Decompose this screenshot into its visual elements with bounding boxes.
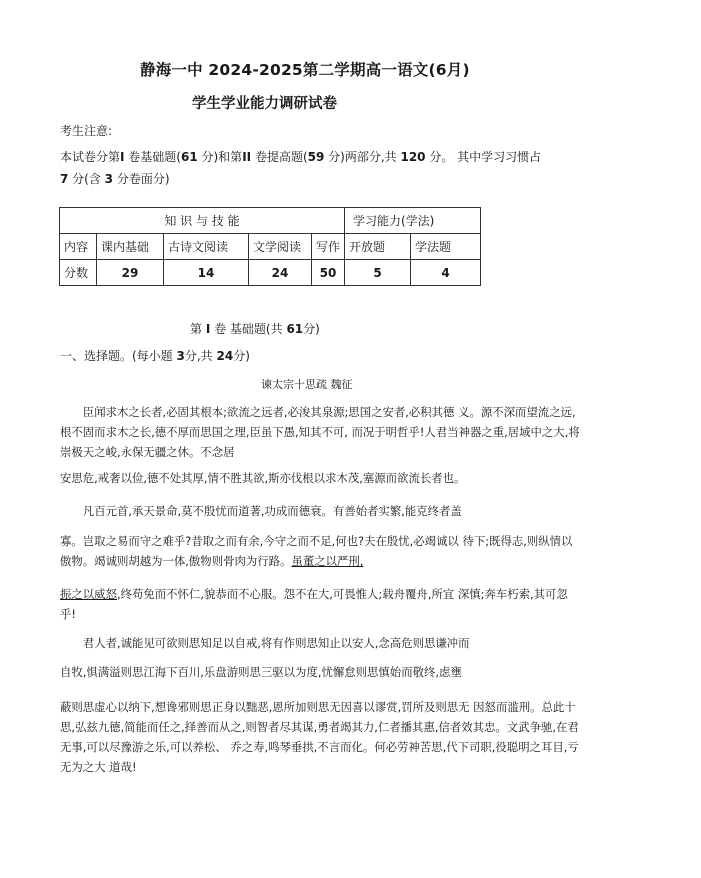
score-cell: 5 [345,260,411,286]
essay-paragraph-2-end: 振之以威怒,终苟免而不怀仁,貌恭而不心服。怨不在大,可畏惟人;载舟覆舟,所宜 深慎;奔车朽索,其可忽乎! [60,587,568,621]
essay-paragraph-3-continued: 自牧,惧满溢则思江海下百川,乐盘游则思三驱以为度,忧懈怠则思慎始而敬终,虑壅 [60,665,462,679]
row-label-score: 分数 [60,260,97,286]
notice-label: 考生注意: [60,124,113,138]
section-title: 第 I 卷 基础题(共 61分) [190,322,320,336]
exam-title: 静海一中 2024-2025第二学期高一语文(6月) [140,61,470,79]
column-header: 文学阅读 [249,234,312,260]
column-header: 古诗文阅读 [164,234,249,260]
group-header-ability: 学习能力(学法) [345,208,481,234]
essay-paragraph-3-end: 蔽则思虚心以纳下,想谗邪则思正身以黜恶,恩所加则思无因喜以谬赏,罚所及则思无 因怒而滥刑。总此十思,弘兹九德,简能而任之,择善而从之,则智者尽其谋,勇者竭其力,仁者播其惠,信者效其忠。文武争驰,在君无事,可以尽豫游之乐,可以养松、 乔之寿,鸣琴垂拱,不言而化。何必劳神苦思,代下司职,役聪明之耳目,亏无为之大 道哉! [60,700,579,774]
essay-paragraph-2: 凡百元首,承天景命,莫不殷忧而道著,功成而德衰。有善始者实繁,能克终者盖 [82,504,462,518]
underlined-sentence: 振之以威怒 [60,587,117,601]
score-cell: 24 [249,260,312,286]
multiple-choice-heading: 一、选择题。(每小题 3分,共 24分) [60,349,250,363]
notice-intro-line1: 本试卷分第I 卷基础题(61 分)和第II 卷提高题(59 分)两部分,共 120 分。 其中学习习惯占 [60,150,542,164]
score-table [59,207,481,286]
essay-paragraph-1-continued: 安思危,戒奢以俭,德不处其厚,情不胜其欲,斯亦伐根以求木茂,塞源而欲流长者也。 [60,471,466,485]
row-label-content: 内容 [60,234,97,260]
score-cell: 4 [411,260,481,286]
score-cell: 14 [164,260,249,286]
exam-subtitle: 学生学业能力调研试卷 [192,96,337,112]
table-row [60,260,481,286]
score-cell: 29 [97,260,164,286]
column-header: 写作 [312,234,345,260]
notice-intro-line2: 7 分(含 3 分卷面分) [60,172,170,186]
essay-paragraph-1: 臣闻求木之长者,必固其根本;欲流之远者,必浚其泉源;思国之安者,必积其德 义。源不深而望流之远,根不固而求木之长,德不厚而思国之理,臣虽下愚,知其不可, 而况于明哲乎!人君当神器之重,居域中之大,将崇极天之峻,永保无疆之休。不念居 [60,405,580,459]
essay-paragraph-2-continued: 寡。岂取之易而守之难乎?昔取之而有余,今守之而不足,何也?夫在殷忧,必竭诚以 待下;既得志,则纵情以傲物。竭诚则胡越为一体,傲物则骨肉为行路。虽董之以严刑, [60,534,573,568]
essay-paragraph-3: 君人者,诚能见可欲则思知足以自戒,将有作则思知止以安人,念高危则思谦冲而 [82,636,470,650]
column-header: 学法题 [411,234,481,260]
table-row [60,234,481,260]
table-row [60,208,481,234]
column-header: 课内基础 [97,234,164,260]
essay-title: 谏太宗十思疏 魏征 [261,378,353,391]
group-header-knowledge: 知 识 与 技 能 [60,208,345,234]
column-header: 开放题 [345,234,411,260]
underlined-sentence: 虽董之以严刑, [291,554,364,568]
score-cell: 50 [312,260,345,286]
